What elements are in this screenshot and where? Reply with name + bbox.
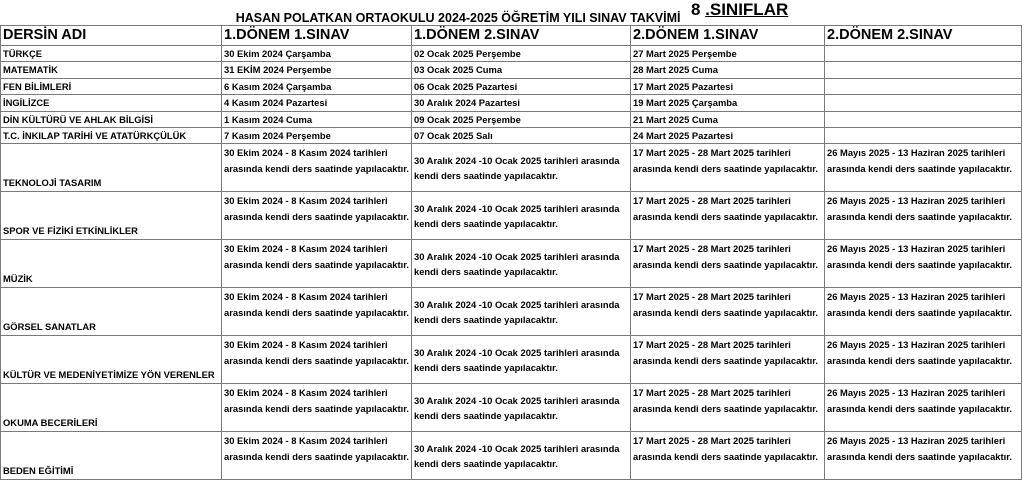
- exam-date-cell: 07 Ocak 2025 Salı: [412, 128, 631, 144]
- exam-date-cell: 19 Mart 2025 Çarşamba: [631, 95, 825, 111]
- exam-period-cell: 30 Aralık 2024 -10 Ocak 2025 tarihleri arasında kendi ders saatinde yapılacaktır.: [412, 144, 631, 192]
- table-row: [1, 432, 1022, 480]
- exam-date-cell: 4 Kasım 2024 Pazartesi: [222, 95, 412, 111]
- lesson-name-cell: TEKNOLOJİ TASARIM: [1, 144, 222, 192]
- exam-period-cell: 17 Mart 2025 - 28 Mart 2025 tarihleri arasında kendi ders saatinde yapılacaktır.: [631, 192, 825, 240]
- exam-date-cell: 28 Mart 2025 Cuma: [631, 62, 825, 78]
- exam-period-cell: 30 Ekim 2024 - 8 Kasım 2024 tarihleri arasında kendi ders saatinde yapılacaktır.: [222, 240, 412, 288]
- exam-date-cell: 30 Ekim 2024 Çarşamba: [222, 46, 412, 62]
- exam-date-cell: 24 Mart 2025 Pazartesi: [631, 128, 825, 144]
- exam-period-cell: 26 Mayıs 2025 - 13 Haziran 2025 tarihleri arasında kendi ders saatinde yapılacaktır.: [825, 384, 1022, 432]
- exam-period-cell: 17 Mart 2025 - 28 Mart 2025 tarihleri arasında kendi ders saatinde yapılacaktır.: [631, 432, 825, 480]
- page-title: [0, 0, 1024, 26]
- header-term2-exam2: 2.DÖNEM 2.SINAV: [825, 26, 1022, 46]
- exam-period-cell: 30 Ekim 2024 - 8 Kasım 2024 tarihleri arasında kendi ders saatinde yapılacaktır.: [222, 192, 412, 240]
- lesson-name-cell: BEDEN EĞİTİMİ: [1, 432, 222, 480]
- header-row: [1, 26, 1022, 46]
- header-term2-exam1: 2.DÖNEM 1.SINAV: [631, 26, 825, 46]
- grade-label: [691, 0, 788, 19]
- lesson-name-cell: MÜZİK: [1, 240, 222, 288]
- lesson-name-cell: MATEMATİK: [1, 62, 222, 78]
- exam-date-cell: [825, 62, 1022, 78]
- exam-period-cell: 26 Mayıs 2025 - 13 Haziran 2025 tarihleri arasında kendi ders saatinde yapılacaktır.: [825, 432, 1022, 480]
- exam-period-cell: 26 Mayıs 2025 - 13 Haziran 2025 tarihleri arasında kendi ders saatinde yapılacaktır.: [825, 240, 1022, 288]
- exam-date-cell: 1 Kasım 2024 Cuma: [222, 111, 412, 127]
- exam-period-cell: 17 Mart 2025 - 28 Mart 2025 tarihleri arasında kendi ders saatinde yapılacaktır.: [631, 240, 825, 288]
- table-row: [1, 111, 1022, 127]
- lesson-name-cell: OKUMA BECERİLERİ: [1, 384, 222, 432]
- lesson-name-cell: TÜRKÇE: [1, 46, 222, 62]
- table-row: [1, 336, 1022, 384]
- grade-number: 8: [690, 0, 701, 19]
- exam-period-cell: 30 Ekim 2024 - 8 Kasım 2024 tarihleri arasında kendi ders saatinde yapılacaktır.: [222, 432, 412, 480]
- exam-date-cell: 17 Mart 2025 Pazartesi: [631, 78, 825, 94]
- exam-period-cell: 30 Ekim 2024 - 8 Kasım 2024 tarihleri arasında kendi ders saatinde yapılacaktır.: [222, 288, 412, 336]
- exam-date-cell: 6 Kasım 2024 Çarşamba: [222, 78, 412, 94]
- lesson-name-cell: GÖRSEL SANATLAR: [1, 288, 222, 336]
- exam-period-cell: 26 Mayıs 2025 - 13 Haziran 2025 tarihleri arasında kendi ders saatinde yapılacaktır.: [825, 336, 1022, 384]
- exam-period-cell: 30 Ekim 2024 - 8 Kasım 2024 tarihleri arasında kendi ders saatinde yapılacaktır.: [222, 144, 412, 192]
- exam-period-cell: 30 Aralık 2024 -10 Ocak 2025 tarihleri arasında kendi ders saatinde yapılacaktır.: [412, 288, 631, 336]
- exam-period-cell: 30 Aralık 2024 -10 Ocak 2025 tarihleri arasında kendi ders saatinde yapılacaktır.: [412, 384, 631, 432]
- exam-date-cell: 7 Kasım 2024 Perşembe: [222, 128, 412, 144]
- exam-period-cell: 30 Aralık 2024 -10 Ocak 2025 tarihleri arasında kendi ders saatinde yapılacaktır.: [412, 192, 631, 240]
- exam-date-cell: 09 Ocak 2025 Perşembe: [412, 111, 631, 127]
- exam-period-cell: 26 Mayıs 2025 - 13 Haziran 2025 tarihleri arasında kendi ders saatinde yapılacaktır.: [825, 144, 1022, 192]
- header-lesson-name: DERSİN ADI: [1, 26, 222, 46]
- exam-period-cell: 17 Mart 2025 - 28 Mart 2025 tarihleri arasında kendi ders saatinde yapılacaktır.: [631, 336, 825, 384]
- lesson-name-cell: FEN BİLİMLERİ: [1, 78, 222, 94]
- school-title: HASAN POLATKAN ORTAOKULU 2024-2025 ÖĞRETİM YILI SINAV TAKVİMİ: [235, 11, 681, 25]
- exam-date-cell: 30 Aralık 2024 Pazartesi: [412, 95, 631, 111]
- lesson-name-cell: SPOR VE FİZİKİ ETKİNLİKLER: [1, 192, 222, 240]
- table-row: [1, 144, 1022, 192]
- exam-schedule-table: [0, 25, 1022, 480]
- lesson-name-cell: KÜLTÜR VE MEDENİYETİMİZE YÖN VERENLER: [1, 336, 222, 384]
- exam-date-cell: 21 Mart 2025 Cuma: [631, 111, 825, 127]
- exam-period-cell: 30 Ekim 2024 - 8 Kasım 2024 tarihleri arasında kendi ders saatinde yapılacaktır.: [222, 336, 412, 384]
- grade-text: .SINIFLAR: [705, 0, 789, 19]
- table-row: [1, 240, 1022, 288]
- lesson-name-cell: İNGİLİZCE: [1, 95, 222, 111]
- table-row: [1, 95, 1022, 111]
- exam-period-cell: 17 Mart 2025 - 28 Mart 2025 tarihleri arasında kendi ders saatinde yapılacaktır.: [631, 144, 825, 192]
- exam-date-cell: 03 Ocak 2025 Cuma: [412, 62, 631, 78]
- table-row: [1, 62, 1022, 78]
- table-row: [1, 128, 1022, 144]
- exam-date-cell: [825, 46, 1022, 62]
- exam-date-cell: [825, 111, 1022, 127]
- exam-period-cell: 30 Aralık 2024 -10 Ocak 2025 tarihleri arasında kendi ders saatinde yapılacaktır.: [412, 240, 631, 288]
- exam-period-cell: 30 Aralık 2024 -10 Ocak 2025 tarihleri arasında kendi ders saatinde yapılacaktır.: [412, 432, 631, 480]
- lesson-name-cell: T.C. İNKILAP TARİHİ VE ATATÜRKÇÜLÜK: [1, 128, 222, 144]
- exam-date-cell: 27 Mart 2025 Perşembe: [631, 46, 825, 62]
- table-row: [1, 46, 1022, 62]
- exam-period-cell: 26 Mayıs 2025 - 13 Haziran 2025 tarihleri arasında kendi ders saatinde yapılacaktır.: [825, 288, 1022, 336]
- exam-date-cell: 06 Ocak 2025 Pazartesi: [412, 78, 631, 94]
- exam-date-cell: 31 EKİM 2024 Perşembe: [222, 62, 412, 78]
- exam-date-cell: 02 Ocak 2025 Perşembe: [412, 46, 631, 62]
- header-term1-exam1: 1.DÖNEM 1.SINAV: [222, 26, 412, 46]
- header-term1-exam2: 1.DÖNEM 2.SINAV: [412, 26, 631, 46]
- table-row: [1, 288, 1022, 336]
- exam-period-cell: 30 Ekim 2024 - 8 Kasım 2024 tarihleri arasında kendi ders saatinde yapılacaktır.: [222, 384, 412, 432]
- exam-date-cell: [825, 95, 1022, 111]
- exam-period-cell: 17 Mart 2025 - 28 Mart 2025 tarihleri arasında kendi ders saatinde yapılacaktır.: [631, 384, 825, 432]
- exam-period-cell: 30 Aralık 2024 -10 Ocak 2025 tarihleri arasında kendi ders saatinde yapılacaktır.: [412, 336, 631, 384]
- exam-date-cell: [825, 128, 1022, 144]
- table-row: [1, 78, 1022, 94]
- table-row: [1, 192, 1022, 240]
- exam-period-cell: 17 Mart 2025 - 28 Mart 2025 tarihleri arasında kendi ders saatinde yapılacaktır.: [631, 288, 825, 336]
- exam-date-cell: [825, 78, 1022, 94]
- lesson-name-cell: DİN KÜLTÜRÜ VE AHLAK BİLGİSİ: [1, 111, 222, 127]
- exam-period-cell: 26 Mayıs 2025 - 13 Haziran 2025 tarihleri arasında kendi ders saatinde yapılacaktır.: [825, 192, 1022, 240]
- table-row: [1, 384, 1022, 432]
